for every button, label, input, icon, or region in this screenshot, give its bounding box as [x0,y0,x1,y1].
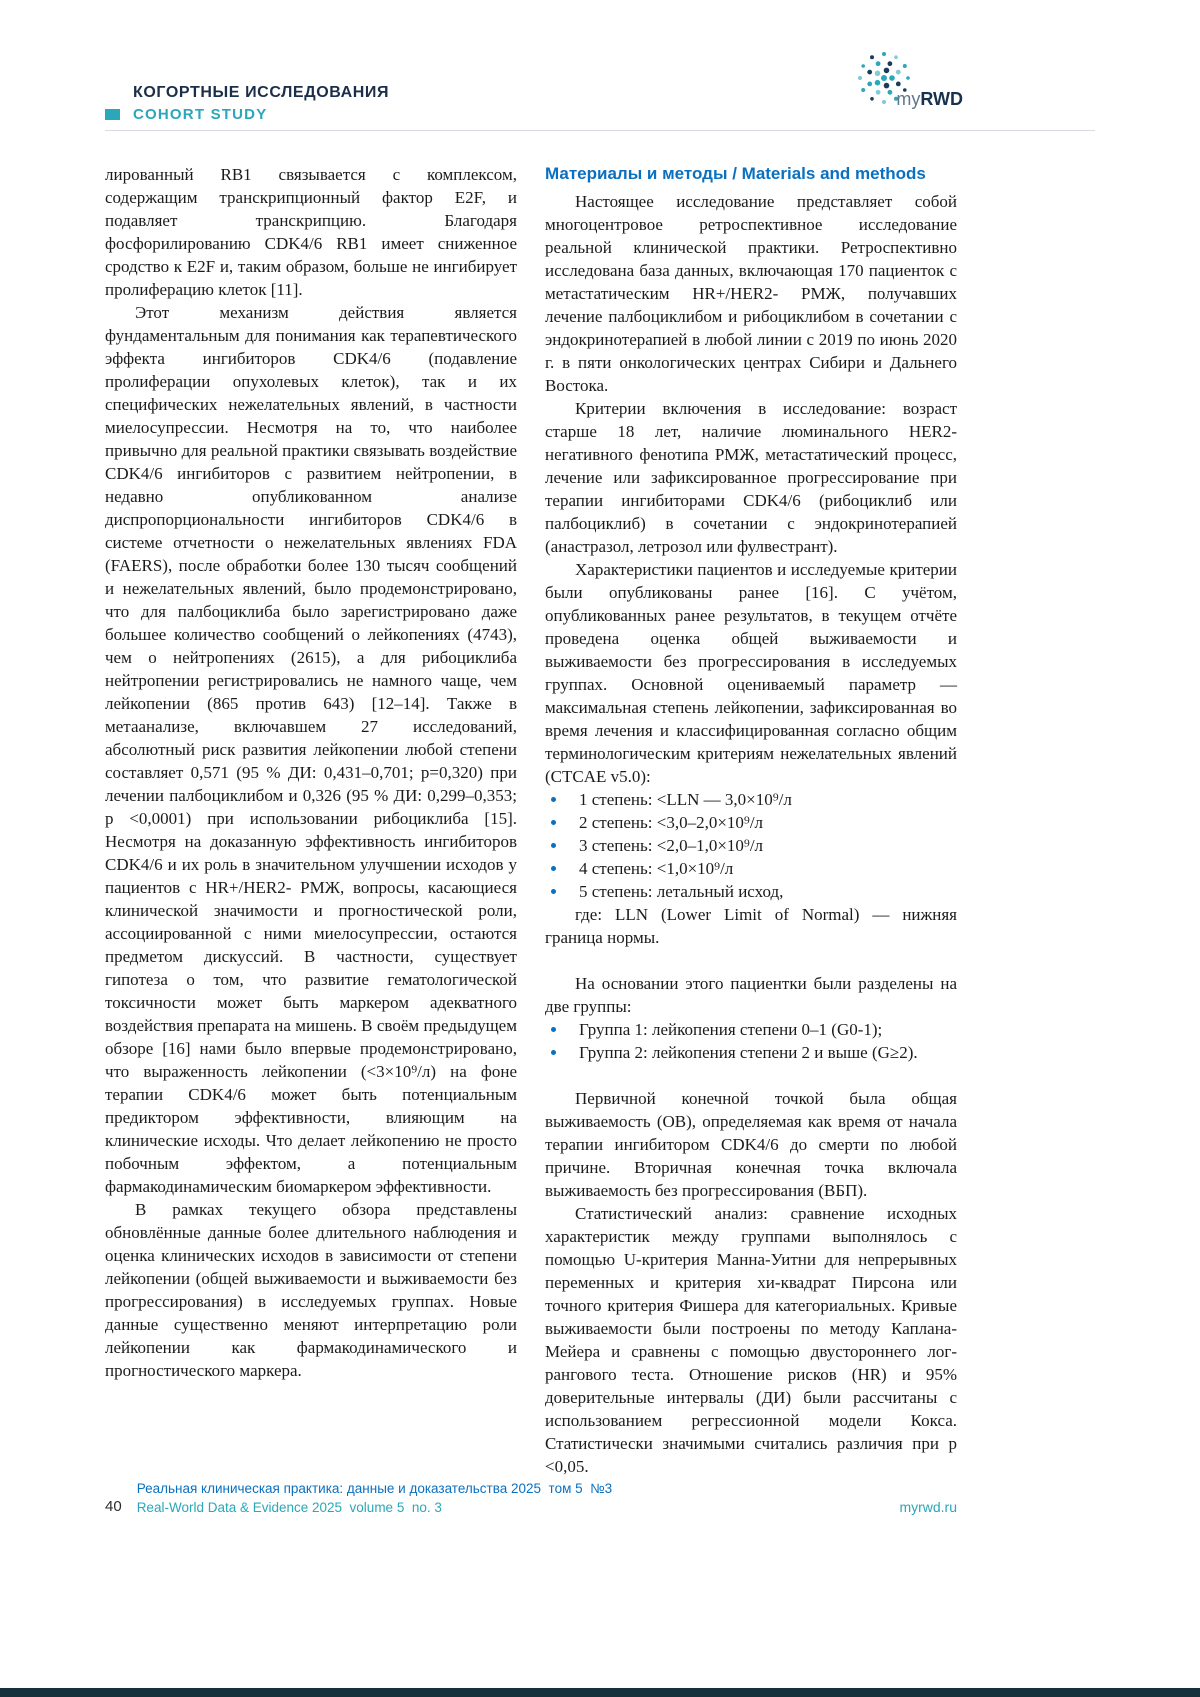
section-title-ru: КОГОРТНЫЕ ИССЛЕДОВАНИЯ [133,84,390,101]
list-item-grade-2 [545,811,957,834]
bullet-icon [551,889,556,894]
bullet-icon [551,1050,556,1055]
paragraph: Статистический анализ: сравнение исходных характеристик между группами выполнялось с помощью U-критерия Манна-Уитни для непрерывных переменных и критерия хи-квадрат Пирсона или точного критерия Фишера для категориальных. Кривые выживаемости были построены по методу Каплана-Мейера и сравнены с помощью двустороннего лог-рангового теста. Отношение рисков (HR) и 95% доверительные интервалы (ДИ) были рассчитаны с использованием регрессионной модели Кокса. Статистически значимыми считались различия при p <0,05. [545,1204,957,1476]
journal-citation-ru: Реальная клиническая практика: данные и доказательства 2025 том 5 №3 [136,1481,613,1496]
site-link[interactable]: myrwd.ru [899,1499,957,1515]
paragraph: лированный RB1 связывается с комплексом, содержащим транскрипционный фактор E2F, и подавляет транскрипцию. Благодаря фосфорилированию CDK4/6 RB1 имеет сниженное сродство к E2F и, таким образом, больше не ингибирует пролиферацию клеток [11]. [105,165,517,299]
list-item-label: 1 степень: <LLN — 3,0×10⁹/л [579,790,792,809]
section-heading-materials-methods: Материалы и методы / Materials and methods [545,164,926,183]
header-divider [105,130,1095,131]
paragraph: В рамках текущего обзора представлены обновлённые данные более длительного наблюдения и оценка клинических исходов в зависимости от степени лейкопении (общей выживаемости и выживаемости без прогрессирования) в исследуемых группах. Новые данные существенно меняют интерпретацию роли лейкопении как фармакодинамического и прогностического маркера. [105,1200,517,1380]
page-footer [105,1481,957,1515]
list-item-group-2 [545,1041,957,1064]
journal-citation [137,1481,612,1515]
paragraph: Критерии включения в исследование: возраст старше 18 лет, наличие люминального HER2-негативного фенотипа РМЖ, метастатический процесс, лечение или зафиксированное прогрессирование при терапии ингибиторами CDK4/6 (рибоциклиб или палбоциклиб) в сочетании с эндокринотерапией (анастразол, летрозол или фулвестрант). [545,399,957,556]
paragraph: Настоящее исследование представляет собой многоцентровое ретроспективное исследование реальной клинической практики. Ретроспективно исследована база данных, включающая 170 пациенток с метастатическим HR+/HER2- РМЖ, получавших лечение палбоциклибом и рибоциклибом в сочетании с эндокринотерапией в любой линии с 2019 по июнь 2020 г. в пяти онкологических центрах Сибири и Дальнего Востока. [545,192,957,395]
list-item-label: 2 степень: <3,0–2,0×10⁹/л [579,813,764,832]
leukopenia-grade-list [545,788,957,903]
patient-group-list [545,1018,957,1064]
logo-text-rwd: RWD [920,89,963,109]
list-item-label: Группа 2: лейкопения степени 2 и выше (G≥2). [579,1043,918,1062]
myrwd-logo [858,52,963,110]
paragraph: Характеристики пациентов и исследуемые критерии были опубликованы ранее [16]. С учётом, опубликованных ранее результатов, в текущем отчёте проведена оценка общей выживаемости и выживаемости без прогрессирования в исследуемых группах. Основной оцениваемый параметр — максимальная степень лейкопении, зафиксированная во время лечения и классифицированная согласно общим терминологическим критериям нежелательных явлений (CTCAE v5.0): [545,560,957,786]
list-item-label: 5 степень: летальный исход, [579,882,784,901]
list-item-grade-1 [545,788,957,811]
list-item-label: 4 степень: <1,0×10⁹/л [579,859,734,878]
page-header [105,84,1095,131]
article-body [105,163,957,1478]
logo-text [896,90,963,108]
left-column [105,163,517,1478]
bullet-icon [551,1027,556,1032]
paragraph: На основании этого пациентки были разделены на две группы: [545,974,957,1016]
logo-text-my: my [896,89,921,109]
journal-citation-en: Real-World Data & Evidence 2025 volume 5 no. 3 [136,1500,442,1515]
list-item-grade-4 [545,857,957,880]
list-item-group-1 [545,1018,957,1041]
bullet-icon [551,843,556,848]
page-number: 40 [105,1498,122,1515]
footer-left [105,1481,612,1515]
list-item-label: Группа 1: лейкопения степени 0–1 (G0-1); [579,1020,883,1039]
bullet-icon [551,866,556,871]
section-title-en: COHORT STUDY [133,106,268,123]
lln-definition-note: где: LLN (Lower Limit of Normal) — нижняя граница нормы. [545,905,957,947]
section-marker-icon [105,109,120,120]
right-column [545,163,957,1478]
list-item-grade-5 [545,880,957,903]
bullet-icon [551,797,556,802]
page-bottom-bar [0,1688,1200,1697]
paragraph: Этот механизм действия является фундаментальным для понимания как терапевтического эффекта ингибиторов CDK4/6 (подавление пролиферации опухолевых клеток), так и их специфических нежелательных явлений, в частности миелосупрессии. Несмотря на то, что наиболее привычно для реальной практики связывать воздействие CDK4/6 ингибиторов с развитием нейтропении, в недавно опубликованном анализе диспропорциональности ингибиторов CDK4/6 в системе отчетности о нежелательных явлениях FDA (FAERS), после обработки более 130 тысяч сообщений и нежелательных явлений, было продемонстрировано, что для палбоциклиба было зарегистрировано даже большее количество сообщений о лейкопениях (4743), чем о нейтропениях (2615), а для рибоциклиба нейтропении регистрировались не намного чаще, чем лейкопении (865 против 643) [12–14]. Также в метаанализе, включавшем 27 исследований, абсолютный риск развития лейкопении любой степени составляет 0,571 (95 % ДИ: 0,431–0,701; p=0,320) при лечении палбоциклибом и 0,326 (95 % ДИ: 0,299–0,353; p <0,0001) при использовании рибоциклиба [15]. Несмотря на доказанную эффективность ингибиторов CDK4/6 и их роль в значительном улучшении исходов у пациентов с HR+/HER2- РМЖ, вопросы, касающиеся клинической значимости и прогностической роли, ассоциированной с ними миелосупрессии, остаются предметом дискуссий. В частности, существует гипотеза о том, что развитие гематологической токсичности может быть маркером адекватного воздействия препарата на мишень. В своём предыдущем обзоре [16] нами было впервые продемонстрировано, что выраженность лейкопении (<3×10⁹/л) на фоне терапии CDK4/6 может быть потенциальным предиктором эффективности, влияющим на клинические исходы. Что делает лейкопению не просто побочным эффектом, а потенциальным фармакодинамическим биомаркером эффективности. [105,303,517,1196]
list-item-label: 3 степень: <2,0–1,0×10⁹/л [579,836,764,855]
paragraph: Первичной конечной точкой была общая выживаемость (ОВ), определяемая как время от начала терапии ингибитором CDK4/6 до смерти по любой причине. Вторичная конечная точка включала выживаемость без прогрессирования (ВБП). [545,1089,957,1200]
list-item-grade-3 [545,834,957,857]
bullet-icon [551,820,556,825]
